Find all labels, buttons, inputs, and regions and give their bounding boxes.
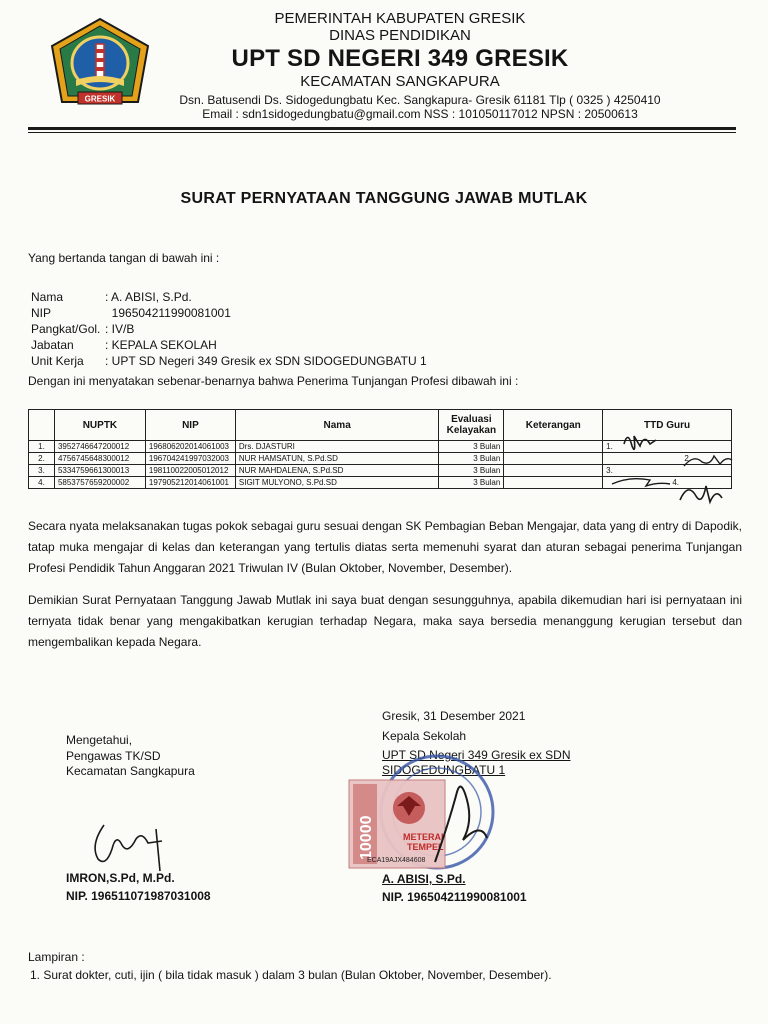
cell-nip: 197905212014061001 (145, 477, 235, 489)
paragraph-closing: Demikian Surat Pernyataan Tanggung Jawab Mutlak ini saya buat dengan sesungguhnya, apabila dikemudian hari isi pernyataan ini ternyata tidak benar yang mengakibatkan kerugian terhadap Negara, maka saya bersedia menanggung kerugian tersebut dan mengembalikan kepada Negara. (28, 593, 742, 649)
cell-nuptk: 5334759661300013 (54, 465, 145, 477)
school-name: UPT SD NEGERI 349 GRESIK (231, 45, 569, 72)
cell-nuptk: 3952746647200012 (54, 441, 145, 453)
ttd-number: 4. (672, 478, 679, 487)
right-sig-unit-2: SIDOGEDUNGBATU 1 (382, 763, 506, 777)
identity-label: Nama (31, 290, 64, 304)
identity-label: Unit Kerja (31, 354, 84, 368)
left-sig-position: Pengawas TK/SD (66, 749, 161, 763)
ttd-number: 2. (684, 454, 691, 463)
cell-keterangan (504, 453, 603, 465)
cell-keterangan (504, 477, 603, 489)
attachment-heading: Lampiran : (28, 950, 85, 964)
cell-no: 3. (29, 465, 55, 477)
intro-text: Yang bertanda tangan di bawah ini : (28, 251, 220, 265)
identity-value: : IV/B (105, 322, 135, 336)
cell-nama: NUR HAMSATUN, S.Pd.SD (235, 453, 439, 465)
identity-position-row (31, 338, 217, 352)
cell-nama: Drs. DJASTURI (235, 441, 439, 453)
stamp-serial: ECA19AJX484608 (367, 857, 426, 864)
government-name: PEMERINTAH KABUPATEN GRESIK (274, 10, 526, 27)
header-keterangan: Keterangan (504, 410, 603, 441)
signature-2 (684, 456, 732, 466)
right-sig-nip: NIP. 196504211990081001 (382, 890, 527, 904)
identity-label: NIP (31, 306, 52, 320)
cell-nuptk: 5853757659200002 (54, 477, 145, 489)
right-sig-place-date: Gresik, 31 Desember 2021 (382, 709, 526, 723)
identity-label: Pangkat/Gol. (31, 322, 101, 336)
paragraph-duties: Secara nyata melaksanakan tugas pokok sebagai guru sesuai dengan SK Pembagian Beban Mengajar, data yang di entry di Dapodik, tatap muka mengajar di kelas dan keterangan yang tertulis diatas serta memenuhi syarat dan aturan sebagai penerima Tunjangan Profesi Pendidik Tahun Anggaran 2021 Triwulan IV (Bulan Oktober, November, Desember). (28, 519, 742, 575)
supervisor-signature (82, 815, 192, 875)
stamp-label-tempel: TEMPEL (407, 842, 444, 852)
cell-evaluasi: 3 Bulan (439, 477, 504, 489)
attachment-item: 1. Surat dokter, cuti, ijin ( bila tidak masuk ) dalam 3 bulan (Bulan Oktober, November, Desember). (30, 968, 552, 982)
header-ttd: TTD Guru (603, 410, 732, 441)
header-nuptk: NUPTK (54, 410, 145, 441)
signature-4 (680, 486, 722, 502)
header-rule-thin (28, 132, 736, 133)
left-sig-district: Kecamatan Sangkapura (66, 764, 195, 778)
cell-nip: 196806202014061003 (145, 441, 235, 453)
identity-value: 196504211990081001 (105, 306, 231, 320)
cell-no: 4. (29, 477, 55, 489)
header-no (29, 410, 55, 441)
ttd-number: 1. (606, 442, 613, 451)
district-name: KECAMATAN SANGKAPURA (300, 73, 500, 90)
identity-name-row (31, 290, 192, 304)
cell-no: 2. (29, 453, 55, 465)
left-sig-nip: NIP. 196511071987031008 (66, 889, 211, 903)
header-evaluasi: Evaluasi Kelayakan (439, 410, 504, 441)
identity-unit-row (31, 354, 427, 368)
cell-nuptk: 4756745648300012 (54, 453, 145, 465)
school-address: Dsn. Batusendi Ds. Sidogedungbatu Kec. Sangkapura- Gresik 61181 Tlp ( 0325 ) 4250410 (179, 93, 661, 107)
identity-rank-row (31, 322, 134, 336)
cell-keterangan (504, 441, 603, 453)
left-sig-name: IMRON,S.Pd, M.Pd. (66, 871, 175, 885)
cell-nip: 196704241997032003 (145, 453, 235, 465)
cell-no: 1. (29, 441, 55, 453)
identity-value: : A. ABISI, S.Pd. (105, 290, 192, 304)
cell-evaluasi: 3 Bulan (439, 453, 504, 465)
right-sig-name: A. ABISI, S.Pd. (382, 872, 466, 886)
identity-value: : KEPALA SEKOLAH (105, 338, 217, 352)
school-seal-and-stamp (345, 752, 506, 882)
signature-3 (612, 479, 670, 486)
cell-keterangan (504, 465, 603, 477)
identity-nip-row (31, 306, 231, 320)
stamp-value: 10000 (358, 815, 375, 860)
school-contact: Email : sdn1sidogedungbatu@gmail.com NSS : 101050117012 NPSN : 20500613 (202, 107, 638, 121)
cell-nama: SIGIT MULYONO, S.Pd.SD (235, 477, 439, 489)
teacher-signatures (610, 426, 740, 510)
ttd-number: 3. (606, 466, 613, 475)
identity-value: : UPT SD Negeri 349 Gresik ex SDN SIDOGEDUNGBATU 1 (105, 354, 427, 368)
department-name: DINAS PENDIDIKAN (329, 27, 471, 44)
right-sig-unit: UPT SD Negeri 349 Gresik ex SDN (382, 748, 571, 762)
regency-crest-logo (48, 16, 152, 114)
statement-text: Dengan ini menyatakan sebenar-benarnya bahwa Penerima Tunjangan Profesi dibawah ini : (28, 374, 519, 388)
header-nama: Nama (235, 410, 439, 441)
header-rule-thick (28, 127, 736, 130)
cell-evaluasi: 3 Bulan (439, 441, 504, 453)
identity-label: Jabatan (31, 338, 74, 352)
document-title: SURAT PERNYATAAN TANGGUNG JAWAB MUTLAK (180, 190, 588, 207)
logo-label: GRESIK (84, 94, 116, 104)
stamp-label-meterai: METERAI (403, 832, 444, 842)
header-nip: NIP (145, 410, 235, 441)
signature-1 (624, 436, 656, 449)
cell-evaluasi: 3 Bulan (439, 465, 504, 477)
right-sig-position: Kepala Sekolah (382, 729, 467, 743)
cell-nama: NUR MAHDALENA, S.Pd.SD (235, 465, 439, 477)
left-sig-acknowledged: Mengetahui, (66, 733, 133, 747)
cell-nip: 198110022005012012 (145, 465, 235, 477)
